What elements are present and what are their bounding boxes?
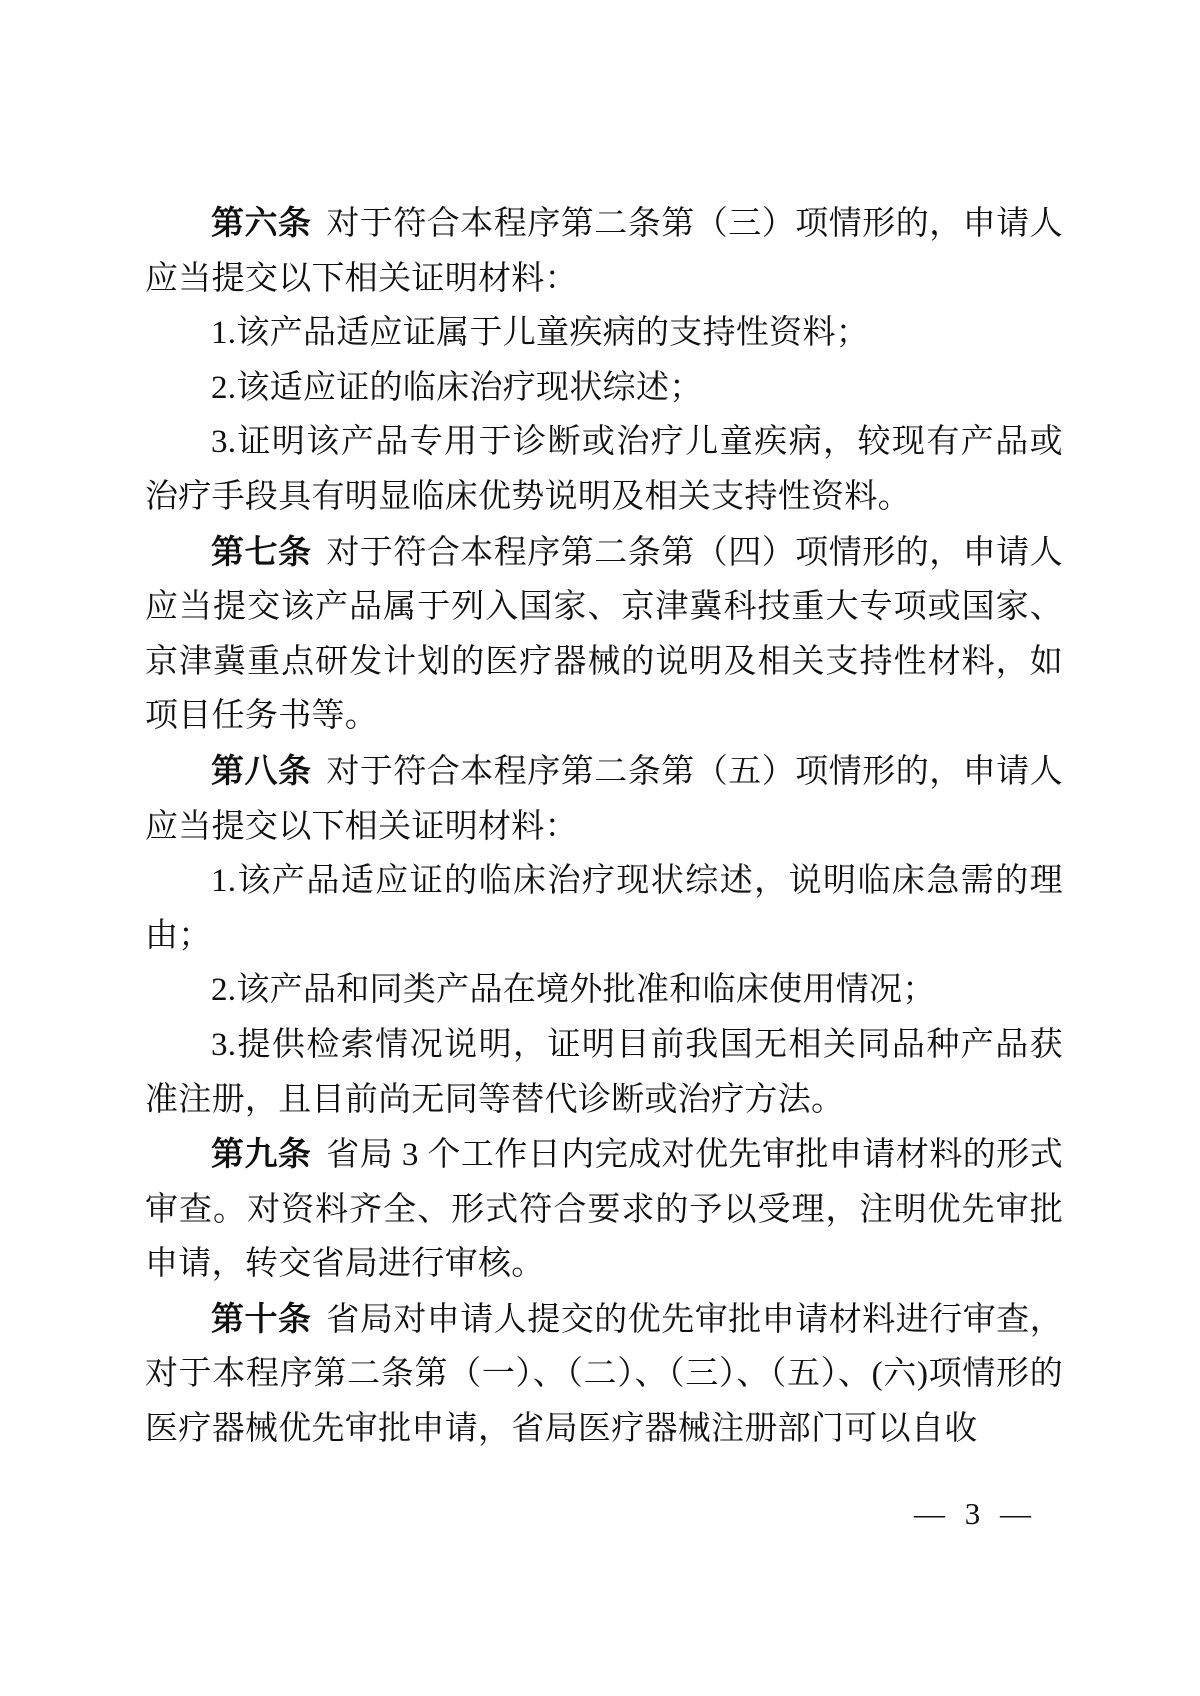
document-body bbox=[145, 196, 1063, 1457]
article-number: 第六条 bbox=[211, 204, 312, 241]
paragraph-text: 省局对申请人提交的优先审批申请材料进行审查，对于本程序第二条第（一）、（二）、（三）、（五）、(六)项情形的医疗器械优先审批申请，省局医疗器械注册部门可以自收 bbox=[145, 1301, 1064, 1448]
article-number: 第七条 bbox=[211, 532, 312, 570]
article-number: 第九条 bbox=[211, 1135, 312, 1173]
paragraph-text: 对于符合本程序第二条第（三）项情形的，申请人应当提交以下相关证明材料： bbox=[145, 206, 1063, 297]
list-item-paragraph bbox=[145, 963, 1063, 1018]
article-number: 第八条 bbox=[211, 751, 312, 789]
list-item-paragraph bbox=[145, 415, 1063, 524]
article-paragraph bbox=[145, 1292, 1063, 1457]
paragraph-text: 对于符合本程序第二条第（四）项情形的，申请人应当提交该产品属于列入国家、京津冀科技重大专项或国家、京津冀重点研发计划的医疗器械的说明及相关支持性材料，如项目任务书等。 bbox=[145, 534, 1063, 735]
paragraph-text: 对于符合本程序第二条第（五）项情形的，申请人应当提交以下相关证明材料： bbox=[145, 753, 1063, 845]
paragraph-text: 2.该适应证的临床治疗现状综述； bbox=[211, 369, 703, 406]
article-paragraph bbox=[145, 1127, 1063, 1292]
article-paragraph bbox=[145, 525, 1063, 744]
paragraph-text: 1.该产品适应证的临床治疗现状综述，说明临床急需的理由； bbox=[145, 863, 1063, 954]
article-paragraph bbox=[145, 744, 1063, 854]
list-item-paragraph bbox=[145, 1018, 1063, 1127]
article-number: 第十条 bbox=[211, 1299, 312, 1337]
list-item-paragraph bbox=[145, 361, 1063, 416]
article-paragraph bbox=[145, 196, 1063, 306]
paragraph-text: 1.该产品适应证属于儿童疾病的支持性资料； bbox=[211, 315, 870, 352]
list-item-paragraph bbox=[145, 306, 1063, 361]
paragraph-text: 省局 3 个工作日内完成对优先审批申请材料的形式审查。对资料齐全、形式符合要求的予以受理，注明优先审批申请，转交省局进行审核。 bbox=[145, 1137, 1063, 1283]
paragraph-text: 3.提供检索情况说明，证明目前我国无相关同品种产品获准注册，且目前尚无同等替代诊断或治疗方法。 bbox=[145, 1026, 1063, 1118]
paragraph-text: 3.证明该产品专用于诊断或治疗儿童疾病，较现有产品或治疗手段具有明显临床优势说明及相关支持性资料。 bbox=[145, 424, 1063, 515]
list-item-paragraph bbox=[145, 854, 1063, 963]
page-number: — 3 — bbox=[914, 1496, 1037, 1531]
paragraph-text: 2.该产品和同类产品在境外批准和临床使用情况； bbox=[211, 972, 936, 1009]
